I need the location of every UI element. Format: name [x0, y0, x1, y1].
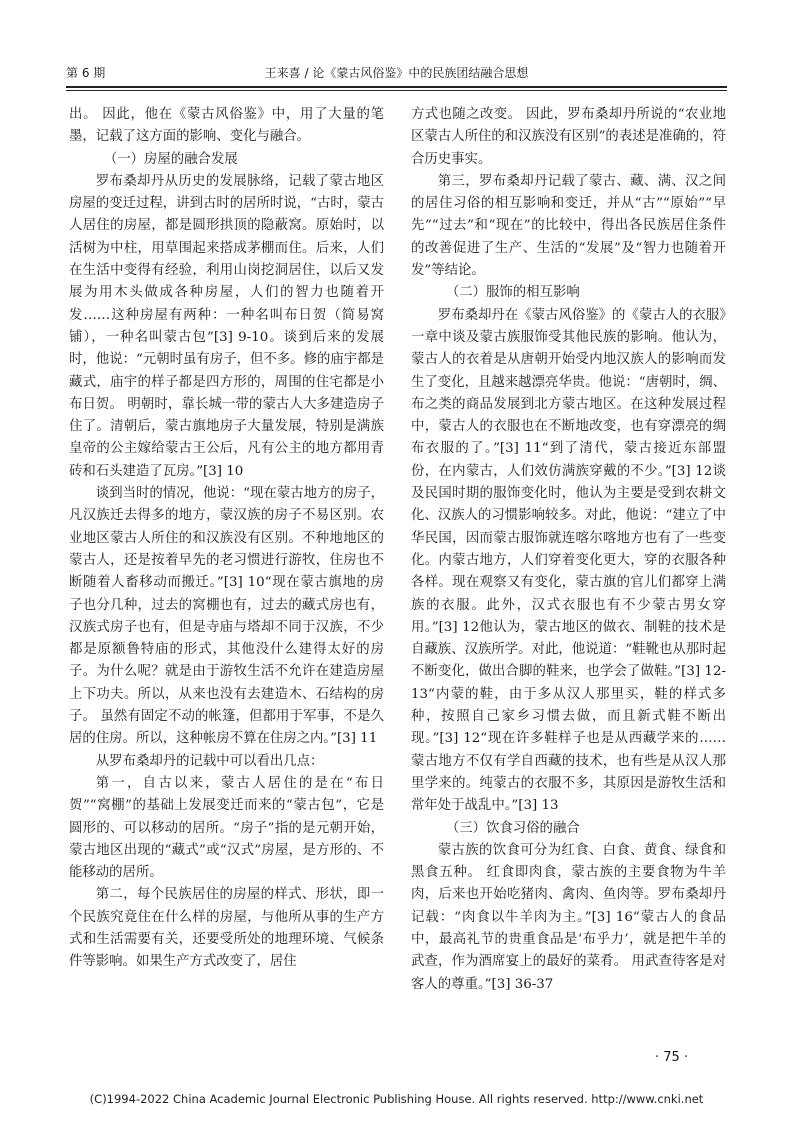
right-column	[411, 104, 726, 996]
body-paragraph: 第二，每个民族居住的房屋的样式、形状，即一个民族究竟住在什么样的房屋，与他所从事的生产方式和生活需要有关，还要受所处的地理环境、气候条件等影响。如果生产方式改变了，居住	[69, 887, 384, 970]
body-paragraph: 第三，罗布桑却丹记载了蒙古、藏、满、汉之间的居住习俗的相互影响和变迁，并从“古”“原始”“早先”“过去”和“现在”的比较中，得出各民族居住条件的改善促进了生产、生活的“发展”及“智力也随着开发”等结论。	[411, 173, 726, 279]
body-paragraph: 蒙古族的饮食可分为红食、白食、黄食、绿食和黑食五种。 红食即肉食，蒙古族的主要食物为牛羊肉，后来也开始吃猪肉、禽肉、鱼肉等。罗布桑却丹记载：“肉食以牛羊肉为主。”[3] 16“蒙古人的食品中，最高礼节的贵重食品是‘布乎力’，就是把牛羊的武查，作为酒席宴上的最好的菜肴。 用武查待客是对客人的尊重。”[3] 36-37	[411, 842, 726, 992]
header-rule-thin	[66, 90, 727, 91]
issue-number: 第 6 期	[66, 66, 106, 80]
body-paragraph: 从罗布桑却丹的记载中可以看出几点：	[95, 753, 324, 769]
page-number: · 75 ·	[655, 1050, 689, 1065]
section-heading: （二）服饰的相互影响	[445, 285, 580, 301]
header-rule-thick	[66, 86, 727, 88]
section-heading: （一）房屋的融合发展	[103, 151, 238, 167]
page-header	[66, 60, 727, 82]
body-paragraph: 第一，自古以来，蒙古人居住的是在“布日贺”“窝棚”的基础上发展变迁而来的“蒙古包”，它是圆形的、可以移动的居所。“房子”指的是元朝开始，蒙古地区出现的“藏式”或“汉式”房屋，是方形的、不能移动的居所。	[69, 775, 384, 881]
body-paragraph: 罗布桑却丹从历史的发展脉络，记载了蒙古地区房屋的变迁过程，讲到古时的居所时说，“古时，蒙古人居住的房屋，都是圆形拱顶的隐蔽窝。原始时，以活树为中柱，用草围起来搭成茅棚而住。后来，人们在生活中变得有经验，利用山岗挖洞居住，以后又发展为用木头做成各种房屋，人们的智力也随着开发……这种房屋有两种：一种名叫布日贺（简易窝铺），一种名叫蒙古包”[3] 9-10。谈到后来的发展时，他说：“元朝时虽有房子，但不多。修的庙宇都是藏式，庙宇的样子都是四方形的，周围的住宅都是小布日贺。 明朝时，靠长城一带的蒙古人大多建造房子住了。清朝后，蒙古旗地房子大量发展，特别是满族皇帝的公主嫁给蒙古王公后，凡有公主的地方都用青砖和石头建造了瓦房。”[3] 10	[69, 173, 384, 479]
copyright-footer: (C)1994-2022 China Academic Journal Electronic Publishing House. All rights reserved. http://www.cnki.net	[89, 1092, 704, 1106]
section-heading: （三）饮食习俗的融合	[445, 820, 580, 836]
left-column	[69, 104, 384, 974]
running-title: 王来喜 / 论《蒙古风俗鉴》中的民族团结融合思想	[264, 66, 529, 80]
body-paragraph: 谈到当时的情况，他说：“现在蒙古地方的房子，凡汉族迁去得多的地方，蒙汉族的房子不易区别。农业地区蒙古人所住的和汉族没有区别。不种地地区的蒙古人，还是按着早先的老习惯进行游牧，住房也不断随着人畜移动而搬迁。”[3] 10“现在蒙古旗地的房子也分几种，过去的窝棚也有，过去的藏式房也有，汉族式房子也有，但是寺庙与塔却不同于汉族，不少都是原额鲁特庙的形式，其他没什么建得太好的房子。为什么呢？就是由于游牧生活不允许在建造房屋上下功夫。所以，从来也没有去建造木、石结构的房子。 虽然有固定不动的帐篷，但都用于军事，不是久居的住房。所以，这种帐房不算在住房之内。”[3] 11	[69, 486, 384, 747]
body-paragraph: 方式也随之改变。 因此，罗布桑却丹所说的“农业地区蒙古人所住的和汉族没有区别”的表述是准确的，符合历史事实。	[411, 107, 726, 167]
body-paragraph: 出。 因此，他在《蒙古风俗鉴》中，用了大量的笔墨，记载了这方面的影响、变化与融合。	[69, 107, 384, 145]
body-paragraph: 罗布桑却丹在《蒙古风俗鉴》的《蒙古人的衣服》一章中谈及蒙古族服饰受其他民族的影响。他认为，蒙古人的衣着是从唐朝开始受内地汉族人的影响而发生了变化，且越来越漂亮华贵。他说：“唐朝时，绸、布之类的商品发展到北方蒙古地区。在这种发展过程中，蒙古人的衣服也在不断地改变，也有穿漂亮的绸布衣服的了。”[3] 11“到了清代，蒙古接近东部盟份，在内蒙古，人们效仿满族穿戴的不少。”[3] 12谈及民国时期的服饰变化时，他认为主要是受到农耕文化、汉族人的习惯影响较多。对此，他说：“建立了中华民国，因而蒙古服饰就连喀尔喀地方也有了一些变化。内蒙古地方，人们穿着变化更大，穿的衣服各种各样。现在观察又有变化，蒙古旗的官儿们都穿上满族的衣服。此外，汉式衣服也有不少蒙古男女穿用。”[3] 12他认为，蒙古地区的做衣、制鞋的技术是自藏族、汉族所学。对此，他说道：“鞋靴也从那时起不断变化，做出合脚的鞋来，也学会了做鞋。”[3] 12-13“内蒙的鞋，由于多从汉人那里买，鞋的样式多种，按照自己家乡习惯去做，而且新式鞋不断出现。”[3] 12“现在许多鞋样子也是从西藏学来的……蒙古地方不仅有学自西藏的技术，也有些是从汉人那里学来的。纯蒙古的衣服不多，其原因是游牧生活和常年处于战乱中。”[3] 13	[411, 307, 726, 814]
